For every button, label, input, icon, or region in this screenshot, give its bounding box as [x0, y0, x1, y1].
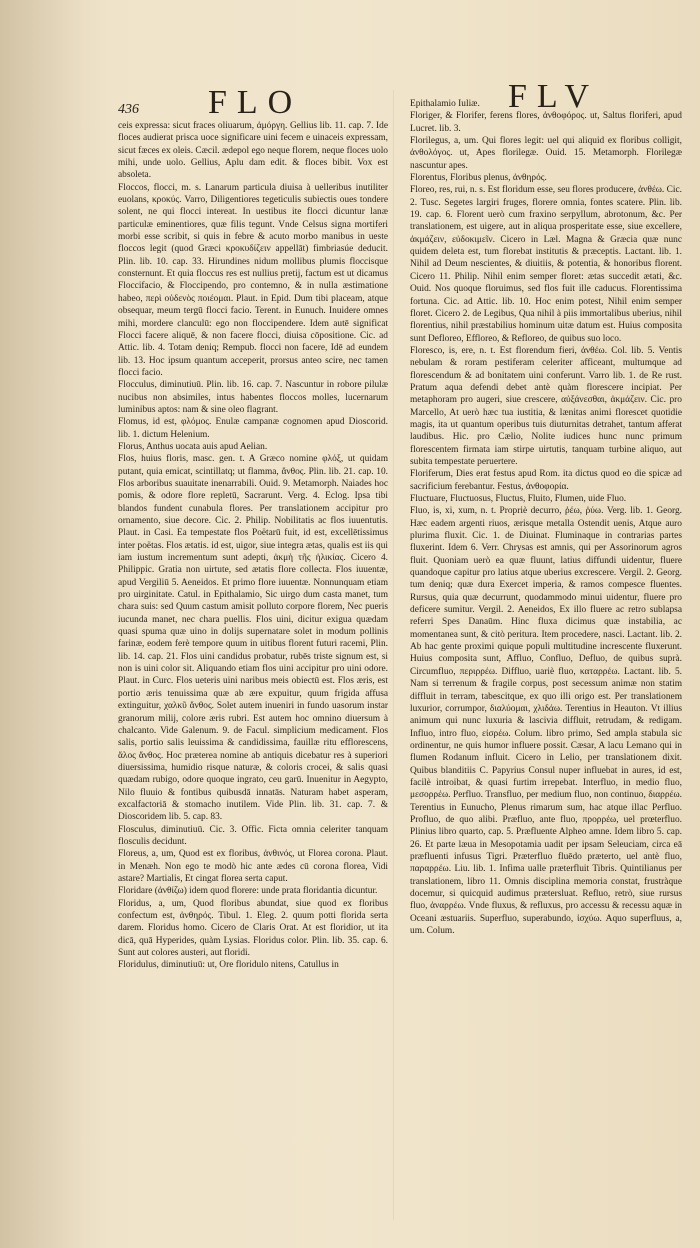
- entry-paragraph: Florilegus, a, um. Qui flores legit: uel qui aliquid ex floribus colligit, ἀνθολόγος. ut, Apes florilegæ. Ouid. 15. Metamorph. Florilegæ nascuntur apes.: [410, 136, 682, 171]
- entry-paragraph: Floreus, a, um, Quod est ex floribus, ἀνθινός, ut Florea corona. Plaut. in Menæh. Non ego te modò hic ante ædes cū corona florea, Vidi astare? Martialis, Et cingat florea serta caput.: [118, 849, 388, 884]
- column-gutter: [393, 90, 394, 1220]
- header-right-title: FLV: [508, 78, 600, 115]
- entry-paragraph: Florus, Anthus uocata auis apud Aelian.: [118, 441, 268, 452]
- entry-paragraph: Floriferum, Dies erat festus apud Rom. ita dictus quod eo die spicæ ad sacrificium ferebantur. Festus, ἀνθοφορία.: [410, 469, 682, 492]
- entry-paragraph: Floresco, is, ere, n. t. Est florendum fieri, ἀνθέω. Col. lib. 5. Ventis nebulam & roram pestiferam celeriter afficeant, multumque ad florescendum & ad bonitatem uini conferunt. Varro lib. 1. de Re rust. Pratum aqua defendi debet antè quàm florescere incipiat. Per metaphoram pro augeri, siue crescere, αὐξάνεσθαι, ἀκμάζειν. Cic. pro Marcello, At uerò hæc tua iustitia, & lænitas animi florescet quotidie magis, ita ut quantum operibus tuis diuturnitas detrahet, tantum afferat laudibus. Hic. pro Cælio, Nolite iudices hunc nunc primum florescentem firmata iam stirpe uirtutis, tanquam turbine aliquo, aut subita tempestate peruertere.: [410, 345, 682, 467]
- entry-paragraph: Flosculus, diminutiuū. Cic. 3. Offic. Ficta omnia celeriter tanquam flosculis decidunt.: [118, 824, 388, 847]
- entry-paragraph: Flos, huius floris, masc. gen. t. A Græco nomine φλόξ, ut quidam putant, quia emicat, scintillatq; ut flamma, ἄνθος. Plin. lib. 21. cap. 10. Flos arboribus suauitate inenarrabili. Ouid. 9. Metamorph. Naiades hoc pomis, & odore flore repletū, Sacrarunt. Verg. 4. Eclog. Ipsa tibi blandos fundent cunabula flores. Per translationem accipitur pro ornamento, siue decore. Cic. 2. Philip. Nobilitatis ac flos iuuentutis. Plaut. in Casi. Ea tempestate flos Poëtarū fuit, id est, excellētissimus inter poëtas. Flos ætatis. id est, uigor, siue integra ætas, qualis est iis qui iam iustum incrementum sunt adepti, ἀκμὴ τῆς ἡλικίας. Cicero 4. Philippic. Gratia non uirtute, sed ætatis flore collecta. Flos iuuentæ, apud Vergiliū 5. Aeneidos. Et primo flore iuuentæ. Nonnunquam etiam pro uirginitate. Catul. in Epithalamio, Sic uirgo dum casta manet, tum chara suis: sed Quum castum amisit polluto corpore florem, Nec pueris iucunda manet, nec chara puellis. Flos uini, dicitur exigua quædam quasi spuma quæ uino in dolijs supernatare solet in modum pollinis farinæ, eodem ferè tempore quum in uitibus florent futuri racemi, Plin. lib. 14. cap. 21. Flos uini candidus probatur, rubēs triste signum est, si non is uini color sit. Aliquando etiam flos uini accipitur pro uini odore. Plaut. in Curc. Flos ueteris uini naribus meis obiectū est. Flos æris, est portio æris tenuissima quæ ab ære expuitur, quum frigida affusa extinguitur, χαλκῦ ἄνθος. Solet autem inueniri in fundo uasorum instar granorum milij, colore æris rubri. Est autem hoc omnino diuersum à chalcanto. Vide Galenum. 9. de Facul. simplicium medicament. Flos salis, portio salis leuissima & candidissima, fauillæ ritu efflorescens, ἅλος ἄνθος. Hoc præterea nomine ab antiquis dicebatur res à superiori diuersissima, humidio risque naturæ, & coloris crocei, & salis quasi quædam rubigo, odore quoque ingrato, ceu garū. Inuenitur in Aegypto, Nilo fluuio & fontibus quibusdā innatās. Naturam habet asperam, excalfactoriā & stomacho inutilem. Vide Plin. lib. 31. cap. 7. & Dioscoridem lib. 5. cap. 83.: [118, 454, 388, 823]
- entry-paragraph: Flocculus, diminutiuū. Plin. lib. 16. cap. 7. Nascuntur in robore pilulæ nucibus non absimiles, intus habentes floccos molles, lucernarum luminibus aptos: nam & sine oleo flagrant.: [118, 380, 388, 415]
- right-column: [410, 98, 682, 1178]
- entry-paragraph: Floccos, flocci, m. s. Lanarum particula diuisa à uelleribus inutiliter euolans, κροκύς. Varro, Diligentiores tegeticulis subiectis oues tondere solent, ne qui flocci intereat. In uestibus ite flocci dicuntur lanæ particulæ eminentiores, quæ filis tegunt. Vnde Celsus signa mortiferi morbi esse scribit, si quis in febre & acuto morbo manibus in ueste floccos legit (quod Græci κροκυδίζειν appellāt) fimbriasúe deducit. Plin. lib. 10. cap. 33. Hirundines nidum mollibus plumis floccisque consternunt. Et quia floccus res est nullius pretij, factum est ut dicamus Floccifacio, & Floccipendo, pro contemno, & in nulla æstimatione habeo, περὶ οὐδενὸς ποιέομαι. Plaut. in Epid. Dum tibi placeam, atque obsequar, meum tergū flocci facio. Terent. in Eunuch. Inuidere omnes mihi, mordere clanculū: ego non floccipendere. Idem autē significat Flocci facere aliquē, & non facere flocci, diuisa cōpositione. Cic. ad Attic. lib. 4. Totam deniq; Rempub. flocci non facere, Idē ad eundem lib. 13. Hoc ipsum quantum acceperit, prorsus anteo scire, nec tamen flocci facio.: [118, 182, 388, 378]
- entry-paragraph: Flomus, id est, φλόμος. Enulæ campanæ cognomen apud Dioscorid. lib. 1. dictum Helenium.: [118, 417, 388, 440]
- entry-paragraph: Florentus, Floribus plenus, ἀνθηρός.: [410, 173, 547, 184]
- page-number: 436: [118, 102, 139, 117]
- entry-paragraph: Floridulus, diminutiuū: ut, Ore floridulo nitens, Catullus in: [118, 960, 339, 971]
- left-column: [118, 120, 388, 1200]
- entry-paragraph: Floridare (ἀνθίζω) idem quod florere: unde prata floridantia dicuntur.: [118, 886, 378, 897]
- binding-shadow: [0, 0, 110, 1248]
- header-left-title: FLO: [208, 84, 303, 121]
- entry-paragraph: Epithalamio Iuliæ.: [410, 99, 480, 109]
- entry-paragraph: Floriger, & Florifer, ferens flores, ἀνθοφόρος. ut, Saltus floriferi, apud Lucret. lib. 3.: [410, 111, 682, 134]
- entry-paragraph: Fluo, is, xi, xum, n. t. Propriè decurro, ῥέω, ῥύω. Verg. lib. 1. Georg. Hæc eadem argenti riuos, ærisque metalla Ostendit uenis, Atque auro plurima fluxit. Cic. 1. de Diuinat. Fluminaque in contrarias partes fluxerint. Idem 6. Verr. Chrysas est amnis, qui per Assorinorum agros fluit. Quoniam uerò ea quæ fluunt, latius diffundi uidentur, fluere quandoque capitur pro latius atque uberius excrescere. Vergil. 2. Georg. tum deniq; quæ dura Exercet imperia, & ramos compesce fluentes. Rursus, quia quæ decurrunt, quodammodo minui uidentur, fluere pro deficere sumitur. Vergil. 2. Aeneidos, Ex illo fluere ac retro sublapsa referri Spes Danaūm. Hinc fluxa dicimus quæ instabilia, ac momentanea sunt, & citò peritura. Item procedere, nasci. Lactant. lib. 2. Ab hac gente proximi quique populi multitudine increscente fluxerunt. Huius composita sunt, Affluo, Confluo, Defluo, de quibus suprà. Circumfluo, περιρρέω. Diffluo, uariè fluo, καταρρέω. Lactant. lib. 5. Nam si terrenum & fragile corpus, post secessum animæ non statim diffluit in terram, tabescitque, ex quo illi origo est. Per translationem luxurior, corrumpor, διαλύομαι, χλιδάω. Terentius in Heauton. Vt illius animum qui nunc luxuria & lascivia diffluit, retrudam, & redigam. Influo, intro fluo, εἰσρέω. Colum. libro primo, Sed ampla stabula sic ordinentur, ne quis humor influere possit. Cæsar, A lacu Lemano qui in flumen Rodanum influit. Cicero in Lelio, per translationem dixit. Quibus blanditiis C. Papyrius Consul nuper influebat in aures, id est, facilè introibat, & quasi furtim irrepebat. Interfluo, in medio fluo, μεσορρέω. Perfluo. Transfluo, per medium fluo, non continuo, διαρρέω. Terentius in Eunucho, Plenus rimarum sum, hac atque illac Perfluo. Profluo, de quo alibi. Præfluo, ante fluo, προρρέω, uel prœterfluo. Plinius libro quarto, cap. 5. Præfluente Alpheo amne. Idem libro 5. cap. 26. Et parte læua in Mesopotamia uadit per ipsam Seleuciam, circa eā præfluenti infusus Tigri. Præterfluo fluēdo præterto, uel antè fluo, παραρρέω. Liu. lib. 1. Infima ualle præterfluit Tibris. Quintilianus per translationem, libro 11. Omnis disciplina memoria constat, frustràque docemur, si quicquid audimus prætersluat. Refluo, retrò, siue rursus fluo, ἀναρρέω. Vnde fluxus, & refluxus, pro accessu & recessu aquæ in Oceani æstuariis. Superfluo, superabundo, ἰσχύω. Aquo superfluus, a, um. Colum.: [410, 506, 682, 937]
- entry-paragraph: ceis expressa: sicut fraces oliuarum, ἀμόργη. Gellius lib. 11. cap. 7. Ide floces audierat prisca uoce significare uini fecem e uinaceis expressam, sicut fæces ex oleis. Cæcil. ædepol ego neque florem, neque floces uolo mihi, unde uolo. Gellius, Aplu dam edit. & floces bibit. Vox est absoleta.: [118, 121, 388, 181]
- entry-paragraph: Floreo, res, rui, n. s. Est floridum esse, seu flores producere, ἀνθέω. Cic. 2. Tusc. Segetes largiri fruges, florere omnia, fontes scatere. Plin. lib. 19. cap. 6. Florent uerò cum fraxino serpyllum, abrotonum, &c. Per translationem, est uigere, aut in aliqua prosperitate esse, siue excellere, ἀκμάζειν, εὐδοκιμεῖν. Cicero in Læl. Magna & Græcia quæ nunc quidem deleta est, tum florebat institutis & præceptis. Lactant. lib. 1. Nihil ad Deum nescientes, & diuitiis, & potentia, & honoribus florent. Cicero 11. Philip. Nihil enim semper floret: ætas succedit ætati, &c. Ouid. Nos quoque floruimus, sed flos fuit ille caducus. Florentissima fortuna. Cic. ad Attic. lib. 10. Hoc enim potest, Nihil enim semper floret. Cicero 2. de Legibus, Qua nihil à piis immortalibus uberius, nihil florentius, nihil præstabilius hominum uitæ datum est. Huius composita sunt Defloreo, Effloreo, & Refloreo, de quibus suo loco.: [410, 185, 682, 344]
- entry-paragraph: Floridus, a, um, Quod floribus abundat, siue quod ex floribus confectum est, ἀνθηρός. Tibul. 1. Eleg. 2. quum potti florida serta darem. Floridus homo. Cicero de Claris Orat. At est floridior, ut ita dicā, quā Hyperides, quàm Lysias. Floridus color. Plin. lib. 35. cap. 6. Sunt aut colores austeri, aut floridi.: [118, 898, 388, 959]
- entry-paragraph: Fluctuare, Fluctuosus, Fluctus, Fluito, Flumen, uide Fluo.: [410, 494, 627, 504]
